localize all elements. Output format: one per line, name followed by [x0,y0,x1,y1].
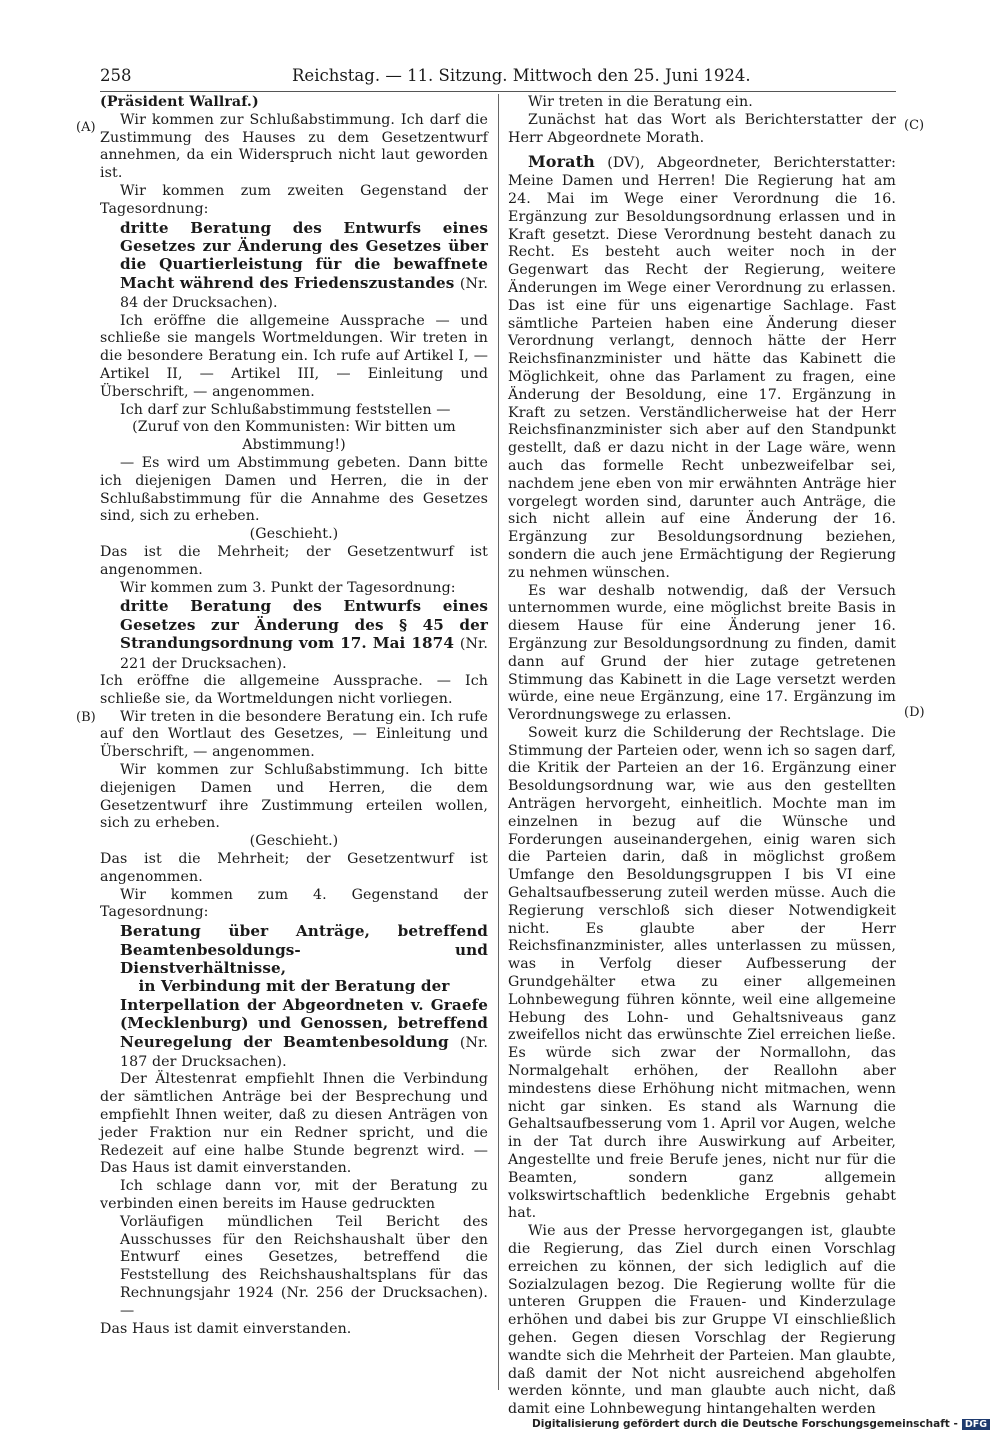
running-title: Reichstag. — 11. Sitzung. Mittwoch den 25. Juni 1924. [292,66,751,85]
interjection: (Zuruf von den Kommunisten: Wir bitten um Abstimmung!) [132,419,456,454]
paragraph: Wir treten in die Beratung ein. [528,94,753,110]
page-number: 258 [100,66,132,85]
margin-label-c: (C) [904,118,925,133]
paragraph: Wir kommen zum zweiten Gegenstand der Tagesordnung: [100,182,488,217]
header-rule [100,91,896,92]
column-divider [498,94,499,1390]
paragraph: Ich eröffne die allgemeine Aussprache. — Ich schließe sie, da Wortmeldungen nicht vorliegen. [100,672,488,707]
digitization-credit [532,1418,990,1430]
report-ref: (Nr. 256 der Drucksachen). — [120,1284,488,1319]
right-column [508,94,896,1418]
paragraph: Wir treten in die besondere Beratung ein. Ich rufe auf den Wortlaut des Gesetzes, — Einleitung und Überschrift, — angenommen. [100,708,488,761]
margin-label-a: (A) [76,120,96,135]
paragraph: — Es wird um Abstimmung gebeten. Dann bitte ich diejenigen Damen und Herren, die in der Schlußabstimmung für die Annahme des Gesetzes sind, sich zu erheben. [100,454,488,525]
agenda-item-3: Beratung über Anträge, betreffend Beamtenbesoldungs- und Dienstverhältnisse, [120,922,488,977]
agenda-item-2 [120,597,488,673]
paragraph: Wir kommen zum 3. Punkt der Tagesordnung: [120,579,456,596]
stage-direction: (Geschieht.) [249,526,339,543]
speech-text: (DV), Abgeordneter, Berichterstatter: Meine Damen und Herren! Die Regierung hat am 24. Mai im Wege einer Verordnung die 16. Ergänzung zur Besoldungsordnung erlassen und in Kraft gesetzt. Diese Verordnung besteht danach zu Recht. Es besteht auch weiter noch in der Gegenwart das Recht der Regierung, weitere Änderungen im Wege einer Verordnung zu erlassen. Das ist eine für uns eigenartige Sachlage. Fast sämtliche Parteien haben eine Änderung dieser Verordnung verlangt, dennoch hätte der Herr Reichsfinanzminister und hätte das Kabinett die Möglichkeit, ohne das Parlament zu fragen, eine Änderung der Besoldung, eine 17. Ergänzung in Kraft zu setzen. Verständlicherweise hat der Herr Reichsfinanzminister sich aber auf den Standpunkt gestellt, daß er dazu nicht in der Lage wäre, wenn auch das formelle Recht unbezweifelbar sei, nachdem jene eben von mir erwähnten Anträge hier vorgelegt worden sind, darunter auch Anträge, die sich nicht allein auf eine Änderung der 16. Ergänzung zur Besoldungsordnung beziehen, sondern die auch jene Ermächtigung der Regierung zu nehmen wünschen. [508,155,896,581]
paragraph: Es war deshalb notwendig, daß der Versuch unternommen wurde, eine möglichst breite Basis in diesem Hause für eine Änderung jener 16. Ergänzung zur Besoldungsordnung zu finden, damit dann auf Grund der hier zutage getretenen Stimmung das Kabinett in die Lage versetzt werden würde, eine neue Ergänzung, eine 17. Ergänzung im Verordnungswege zu erlassen. [508,582,896,724]
paragraph: Zunächst hat das Wort als Berichterstatter der Herr Abgeordnete Morath. [508,111,896,146]
paragraph: Das ist die Mehrheit; der Gesetzentwurf ist angenommen. [100,850,488,885]
paragraph: Der Ältestenrat empfiehlt Ihnen die Verbindung der sämtlichen Anträge bei der Besprechung und empfiehlt Ihnen weiter, daß zu diesen Anträgen von jeder Fraktion nur ein Redner spricht, und die Redezeit auf eine halbe Stunde begrenzt wird. — Das Haus ist damit einverstanden. [100,1071,488,1177]
agenda-item-ref: (Nr. 84 der Drucksachen). [120,275,488,312]
credit-text: Digitalisierung gefördert durch die Deutsche Forschungsgemeinschaft - [532,1418,958,1430]
speaker-line: (Präsident Wallraf.) [100,94,259,110]
agenda-item-connector: in Verbindung mit der Beratung der [138,977,450,996]
agenda-item-title: dritte Beratung des Entwurfs eines Gesetzes zur Änderung des § 45 der Strandungsordnung vom 17. Mai 1874 [120,597,488,653]
paragraph: Wir kommen zum 4. Gegenstand der Tagesordnung: [100,886,488,921]
agenda-item-ref: (Nr. 221 der Drucksachen). [120,636,488,672]
page-header [100,66,900,90]
speaker-name: Morath [528,152,595,172]
agenda-item-title: Interpellation der Abgeordneten v. Graefe (Mecklenburg) und Genossen, betreffend Neuregelung der Beamtenbesoldung [120,995,488,1051]
paragraph: Wir kommen zur Schlußabstimmung. Ich bitte diejenigen Damen und Herren, die dem Gesetzentwurf ihre Zustimmung erteilen wollen, sich zu erheben. [100,761,488,832]
speech-start [508,153,896,582]
stage-direction: (Geschieht.) [249,833,339,850]
paragraph: Ich eröffne die allgemeine Aussprache — und schließe sie mangels Wortmeldungen. Wir treten in die besondere Beratung ein. Ich rufe auf Artikel I, — Artikel II, — Artikel III, — Einleitung und Überschrift, — angenommen. [100,312,488,400]
margin-label-d: (D) [904,705,925,720]
report-reference [120,1214,488,1321]
agenda-item-ref: (Nr. 187 der Drucksachen). [120,1034,488,1070]
paragraph: Ich darf zur Schlußabstimmung feststellen — [120,401,451,418]
left-column [100,94,488,1394]
agenda-item-3-interpellation [120,996,488,1072]
report-title: Vorläufigen mündlichen Teil Bericht des Ausschusses für den Reichshaushalt über den Entwurf eines Gesetzes, betreffend die Feststellung des Reichshaushaltsplans für das Rechnungsjahr 1924 [120,1213,488,1301]
paragraph: Wie aus der Presse hervorgegangen ist, glaubte die Regierung, das Ziel durch einen Vorschlag erreichen zu können, der sich lediglich auf die Sozialzulagen bezog. Die Regierung wollte für die unteren Gruppen die Frauen- und Kinderzulage erhöhen und dabei bis zur Gruppe VI einschließlich gehen. Gegen diesen Vorschlag der Regierung wandte sich die Mehrheit der Parteien. Man glaubte, daß damit der Not nicht ausreichend abgeholfen werden könnte, und man glaubte auch nicht, daß damit eine Lohnbewegung hintangehalten werden [508,1223,896,1418]
paragraph: Das ist die Mehrheit; der Gesetzentwurf ist angenommen. [100,543,488,578]
agenda-item-1 [120,219,488,313]
paragraph: Das Haus ist damit einverstanden. [100,1320,352,1337]
margin-label-b: (B) [76,710,96,725]
agenda-item-title: dritte Beratung des Entwurfs eines Gesetzes zur Änderung des Gesetzes über die Quartierleistung für die bewaffnete Macht während des Friedenszustandes [120,218,488,292]
paragraph: Wir kommen zur Schlußabstimmung. Ich darf die Zustimmung des Hauses zu dem Gesetzentwurf annehmen, da ein Widerspruch nicht laut geworden ist. [100,111,488,182]
paragraph: Soweit kurz die Schilderung der Rechtslage. Die Stimmung der Parteien oder, wenn ich so sagen darf, die Kritik der Parteien an der 16. Ergänzung einer Besoldungsordnung war, wie aus den gestellten Anträgen hervorgeht, einheitlich. Mochte man im einzelnen in bezug auf die Wünsche und Forderungen auseinandergehen, einig waren sich die Parteien darin, daß in möglichst großem Umfange den Besoldungsgruppen I bis VI eine Gehaltsaufbesserung zuteil werden müsse. Auch die Regierung verschloß sich dieser Notwendigkeit nicht. Es glaubte aber der Herr Reichsfinanzminister, alles unterlassen zu müssen, was in Verfolg dieser Aufbesserung der Grundgehälter etwa zu einer allgemeinen Lohnbewegung führen könnte, weil eine allgemeine Hebung des Lohn- und Gehaltsniveaus ganz zweifellos nicht das erwünschte Ziel erreichen ließe. Es würde sich zwar der Normallohn, das Normalgehalt erhöhen, der Reallohn aber mindestens diese Erhöhung nicht mitmachen, wenn nicht gar sinken. Es stand als Warnung die Gehaltsaufbesserung vom 1. April vor Augen, welche in der Tat durch ihre Auswirkung auf Arbeiter, Angestellte und freie Berufe jenes, nicht nur für die Beamten, sondern ganz allgemein volkswirtschaftlich bedenkliche Ergebnis gehabt hat. [508,724,896,1222]
paragraph: Ich schlage dann vor, mit der Beratung zu verbinden einen bereits im Hause gedruckten [100,1178,488,1212]
dfg-logo: DFG [962,1419,990,1430]
